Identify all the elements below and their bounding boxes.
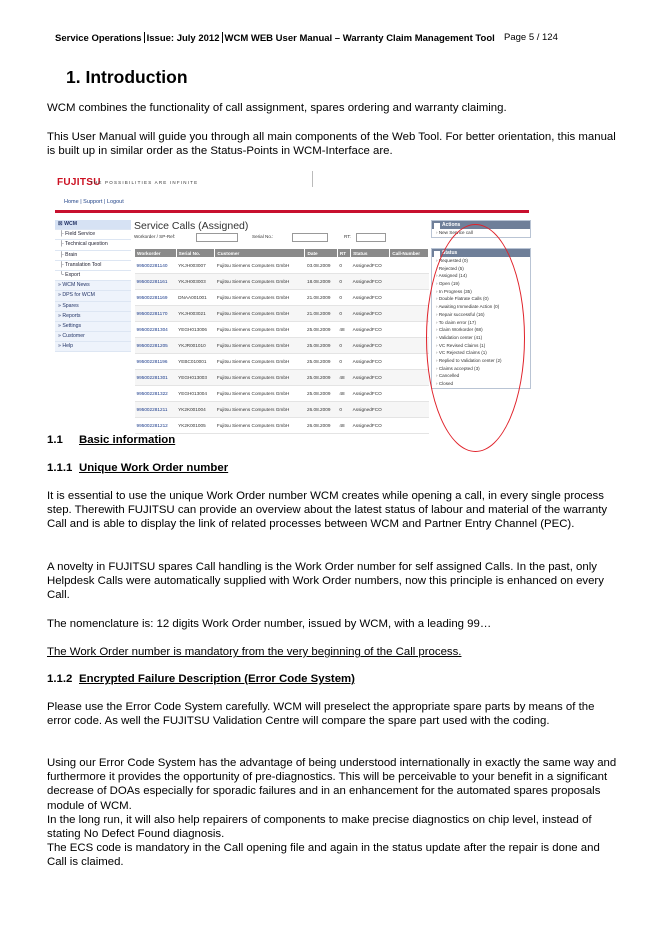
intro-paragraph-2: This User Manual will guide you through all main components of the Web Tool. For better orientation, this manual is built up in similar order as the Status-Points in WCM-Interface are.: [47, 131, 616, 158]
table-cell: 0: [337, 354, 350, 370]
sidebar-item[interactable]: ├ Brain: [55, 251, 131, 261]
column-header[interactable]: RT: [337, 249, 350, 258]
header-page-number: Page 5 / 124: [504, 32, 558, 43]
table-cell[interactable]: 995002281205: [135, 338, 177, 354]
table-cell: AssignedFCO: [351, 258, 390, 274]
table-cell: 26.08.2009: [305, 418, 337, 434]
table-cell: [390, 338, 429, 354]
table-cell: YEBC010001: [176, 354, 215, 370]
status-item[interactable]: › To claim error (17): [432, 319, 530, 327]
table-cell[interactable]: 995002281169: [135, 290, 177, 306]
intro-paragraph-1: WCM combines the functionality of call assignment, spares ordering and warranty claiming.: [47, 102, 507, 114]
table-row[interactable]: [135, 354, 429, 370]
status-item[interactable]: › Replied to Validation center (2): [432, 357, 530, 365]
table-cell: 48: [337, 386, 350, 402]
table-cell: [390, 258, 429, 274]
table-cell: AssignedFCO: [351, 386, 390, 402]
running-header: [55, 32, 615, 44]
table-cell: Fujitsu Siemens Computers GmbH: [215, 418, 305, 434]
table-cell: 0: [337, 258, 350, 274]
table-cell: 25.08.2009: [305, 354, 337, 370]
error-code-paragraph-1: Please use the Error Code System carefully. WCM will preselect the appropriate spare parts by means of the error code. As well the FUJITSU Validation Centre will compare the spare part used with the coding.: [47, 701, 595, 728]
status-item[interactable]: › In Progress (35): [432, 288, 530, 296]
status-item[interactable]: › Rejected (5): [432, 265, 530, 273]
table-cell: 25.08.2009: [305, 370, 337, 386]
table-row[interactable]: [135, 306, 429, 322]
column-header[interactable]: Status: [351, 249, 390, 258]
table-cell[interactable]: 995002281212: [135, 418, 177, 434]
sidebar-item[interactable]: » Customer: [55, 332, 131, 342]
table-cell: YKJH003003: [176, 274, 215, 290]
table-cell: 48: [337, 322, 350, 338]
action-item[interactable]: › New Service call: [432, 229, 530, 237]
table-cell[interactable]: 995002281161: [135, 274, 177, 290]
highlight-ellipse: [426, 224, 525, 452]
table-cell: YEGH013004: [176, 386, 215, 402]
section-1-1-2-heading: [47, 673, 355, 685]
table-cell: Fujitsu Siemens Computers GmbH: [215, 354, 305, 370]
table-cell: 48: [337, 370, 350, 386]
table-cell: YK2K001004: [176, 402, 215, 418]
table-cell: 0: [337, 306, 350, 322]
table-cell: [390, 322, 429, 338]
status-item[interactable]: › Cancelled: [432, 372, 530, 380]
fujitsu-logo: FUJITSU: [57, 177, 101, 188]
work-order-paragraph-3: The nomenclature is: 12 digits Work Order number, issued by WCM, with a leading 99…: [47, 618, 492, 630]
sidebar-item[interactable]: » Spares: [55, 302, 131, 312]
table-row[interactable]: [135, 370, 429, 386]
table-cell: Fujitsu Siemens Computers GmbH: [215, 338, 305, 354]
table-cell[interactable]: 995002281301: [135, 370, 177, 386]
table-cell: 21.08.2009: [305, 306, 337, 322]
table-cell: [390, 290, 429, 306]
top-links[interactable]: Home | Support | Logout: [64, 199, 124, 205]
section-1-1-heading: [47, 434, 175, 446]
sidebar-item[interactable]: » Help: [55, 342, 131, 352]
rt-filter-input[interactable]: [356, 233, 386, 242]
table-cell: AssignedFCO: [351, 322, 390, 338]
table-cell: 25.08.2009: [305, 386, 337, 402]
table-cell: [390, 306, 429, 322]
table-row[interactable]: [135, 338, 429, 354]
status-item[interactable]: › Closed: [432, 380, 530, 388]
service-calls-table: [134, 248, 429, 434]
section-1-1-1-heading: [47, 462, 228, 474]
table-cell[interactable]: 995002281304: [135, 322, 177, 338]
table-cell: Fujitsu Siemens Computers GmbH: [215, 386, 305, 402]
table-cell: [390, 418, 429, 434]
table-cell[interactable]: 995002281322: [135, 386, 177, 402]
table-cell: 26.08.2009: [305, 402, 337, 418]
table-cell: 0: [337, 338, 350, 354]
table-cell: [390, 354, 429, 370]
sidebar-item[interactable]: » DPS for WCM: [55, 291, 131, 301]
table-row[interactable]: [135, 258, 429, 274]
table-row[interactable]: [135, 274, 429, 290]
sidebar-item[interactable]: ├ Field Service: [55, 230, 131, 240]
table-cell: 25.08.2009: [305, 322, 337, 338]
table-cell: AssignedFCO: [351, 354, 390, 370]
table-cell: DNAA001001: [176, 290, 215, 306]
table-cell: Fujitsu Siemens Computers GmbH: [215, 402, 305, 418]
serial-filter-label: Serial No.:: [252, 234, 274, 239]
table-cell[interactable]: 995002281196: [135, 354, 177, 370]
status-item[interactable]: › Double Flatrate Calls (0): [432, 295, 530, 303]
column-header[interactable]: Serial No.: [176, 249, 215, 258]
table-cell: Fujitsu Siemens Computers GmbH: [215, 290, 305, 306]
sidebar-item[interactable]: » Settings: [55, 322, 131, 332]
table-cell: AssignedFCO: [351, 306, 390, 322]
table-row[interactable]: [135, 418, 429, 434]
work-order-paragraph-2: A novelty in FUJITSU spares Call handling is the Work Order number for self assigned Calls. In the past, only Helpdesk Calls were automatically supplied with Work Order numbers, now this principle is enhanced on every Call.: [47, 561, 604, 602]
heading-introduction: 1. Introduction: [66, 67, 188, 87]
table-cell: Fujitsu Siemens Computers GmbH: [215, 322, 305, 338]
table-cell: AssignedFCO: [351, 338, 390, 354]
table-cell: Fujitsu Siemens Computers GmbH: [215, 370, 305, 386]
table-cell: 21.08.2009: [305, 290, 337, 306]
logo-tagline: THE POSSIBILITIES ARE INFINITE: [90, 180, 199, 185]
status-item[interactable]: › Open (19): [432, 280, 530, 288]
workorder-filter-label: Workorder / SP-Ref:: [134, 234, 176, 239]
table-cell[interactable]: 995002281211: [135, 402, 177, 418]
table-cell: 18.08.2009: [305, 274, 337, 290]
sidebar-item[interactable]: ├ Translation Tool: [55, 261, 131, 271]
column-header[interactable]: Workorder: [135, 249, 177, 258]
table-cell: AssignedFCO: [351, 418, 390, 434]
section-number: 1.1.2: [47, 673, 73, 685]
table-cell: 48: [337, 418, 350, 434]
work-order-paragraph-4: The Work Order number is mandatory from the very beginning of the Call process.: [47, 646, 462, 658]
table-cell: AssignedFCO: [351, 402, 390, 418]
status-item[interactable]: › VC Revised Claims (1): [432, 342, 530, 350]
status-item[interactable]: › Claim Workorder (68): [432, 326, 530, 334]
table-cell: 0: [337, 402, 350, 418]
error-code-paragraph-2: [47, 756, 617, 870]
sidebar-item[interactable]: ├ Technical question: [55, 240, 131, 250]
status-item[interactable]: › Assigned (14): [432, 272, 530, 280]
table-cell: AssignedFCO: [351, 370, 390, 386]
rt-filter-label: RT:: [344, 234, 351, 239]
table-row[interactable]: [135, 386, 429, 402]
table-cell: AssignedFCO: [351, 274, 390, 290]
column-header[interactable]: Call-Number: [390, 249, 429, 258]
table-cell: YKJR001010: [176, 338, 215, 354]
table-cell[interactable]: 995002281170: [135, 306, 177, 322]
status-item[interactable]: › Claims accepted (3): [432, 365, 530, 373]
table-cell: [390, 370, 429, 386]
section-title: Encrypted Failure Description (Error Code System): [79, 673, 355, 685]
status-item[interactable]: › Awaiting Immediate Action (0): [432, 303, 530, 311]
section-title: Unique Work Order number: [79, 462, 229, 474]
sidebar-item[interactable]: └ Export: [55, 271, 131, 281]
status-panel-title: Status: [432, 249, 530, 257]
serial-filter-input[interactable]: [292, 233, 328, 242]
error-code-paragraph-2b: In the long run, it will also help repairers of components to make precise diagnostics on chip level, instead of stating No Defect Found diagnosis.: [47, 813, 592, 841]
status-item[interactable]: › Repair successful (16): [432, 311, 530, 319]
status-item[interactable]: › Validation center (41): [432, 334, 530, 342]
table-cell: [390, 274, 429, 290]
table-row[interactable]: [135, 322, 429, 338]
section-number: 1.1.1: [47, 462, 73, 474]
section-number: 1.1: [47, 434, 63, 446]
table-cell: AssignedFCO: [351, 290, 390, 306]
column-header[interactable]: Customer: [215, 249, 305, 258]
sidebar-item[interactable]: ☒ WCM: [55, 220, 131, 230]
table-row[interactable]: [135, 290, 429, 306]
workorder-filter-input[interactable]: [196, 233, 238, 242]
table-cell: [390, 402, 429, 418]
column-header[interactable]: Date: [305, 249, 337, 258]
service-calls-title: Service Calls (Assigned): [134, 220, 249, 232]
header-doc-title: WCM WEB User Manual – Warranty Claim Management Tool: [224, 33, 495, 44]
table-cell: YEGH013006: [176, 322, 215, 338]
table-cell: 0: [337, 290, 350, 306]
table-row[interactable]: [135, 402, 429, 418]
sidebar-nav: [55, 220, 131, 352]
actions-panel-title: Actions: [432, 221, 530, 229]
table-cell: YEGH013003: [176, 370, 215, 386]
filter-bar: [134, 234, 394, 242]
table-cell[interactable]: 995002281140: [135, 258, 177, 274]
table-cell: 0: [337, 274, 350, 290]
status-item[interactable]: › VC Rejected Claims (1): [432, 349, 530, 357]
header-issue: Issue: July 2012: [146, 33, 220, 44]
table-cell: YKJH003007: [176, 258, 215, 274]
table-cell: 25.08.2009: [305, 338, 337, 354]
header-department: Service Operations: [55, 33, 142, 44]
error-code-paragraph-2a: Using our Error Code System has the advantage of being understood internationally in exactly the same way and furthermore it provides the opportunity of pre-diagnostics. This will be perceivable to your benefit in a significant decrease of DOAs especially for sporadic failures and in an enhancement for the automated spares proposals module of WCM.: [47, 757, 617, 812]
table-cell: YKJH003021: [176, 306, 215, 322]
brand-bar: [55, 210, 529, 213]
table-cell: YK2K001005: [176, 418, 215, 434]
table-cell: Fujitsu Siemens Computers GmbH: [215, 274, 305, 290]
work-order-paragraph-1: It is essential to use the unique Work Order number WCM creates while opening a call, in every single process step. Therewith FUJITSU can provide an overview about the latest status of labour and material of the warranty Call and is able to display the link of related processes between WCM and Partner Entry Channel (PEC).: [47, 490, 608, 531]
error-code-paragraph-2c: The ECS code is mandatory in the Call opening file and again in the status update after the repair is done and Call is claimed.: [47, 842, 600, 869]
sidebar-item[interactable]: » Reports: [55, 312, 131, 322]
table-cell: Fujitsu Siemens Computers GmbH: [215, 306, 305, 322]
section-title: Basic information: [79, 434, 176, 446]
table-cell: 03.08.2009: [305, 258, 337, 274]
table-cell: Fujitsu Siemens Computers GmbH: [215, 258, 305, 274]
status-item[interactable]: › Requested (0): [432, 257, 530, 265]
table-cell: [390, 386, 429, 402]
sidebar-item[interactable]: » WCM News: [55, 281, 131, 291]
